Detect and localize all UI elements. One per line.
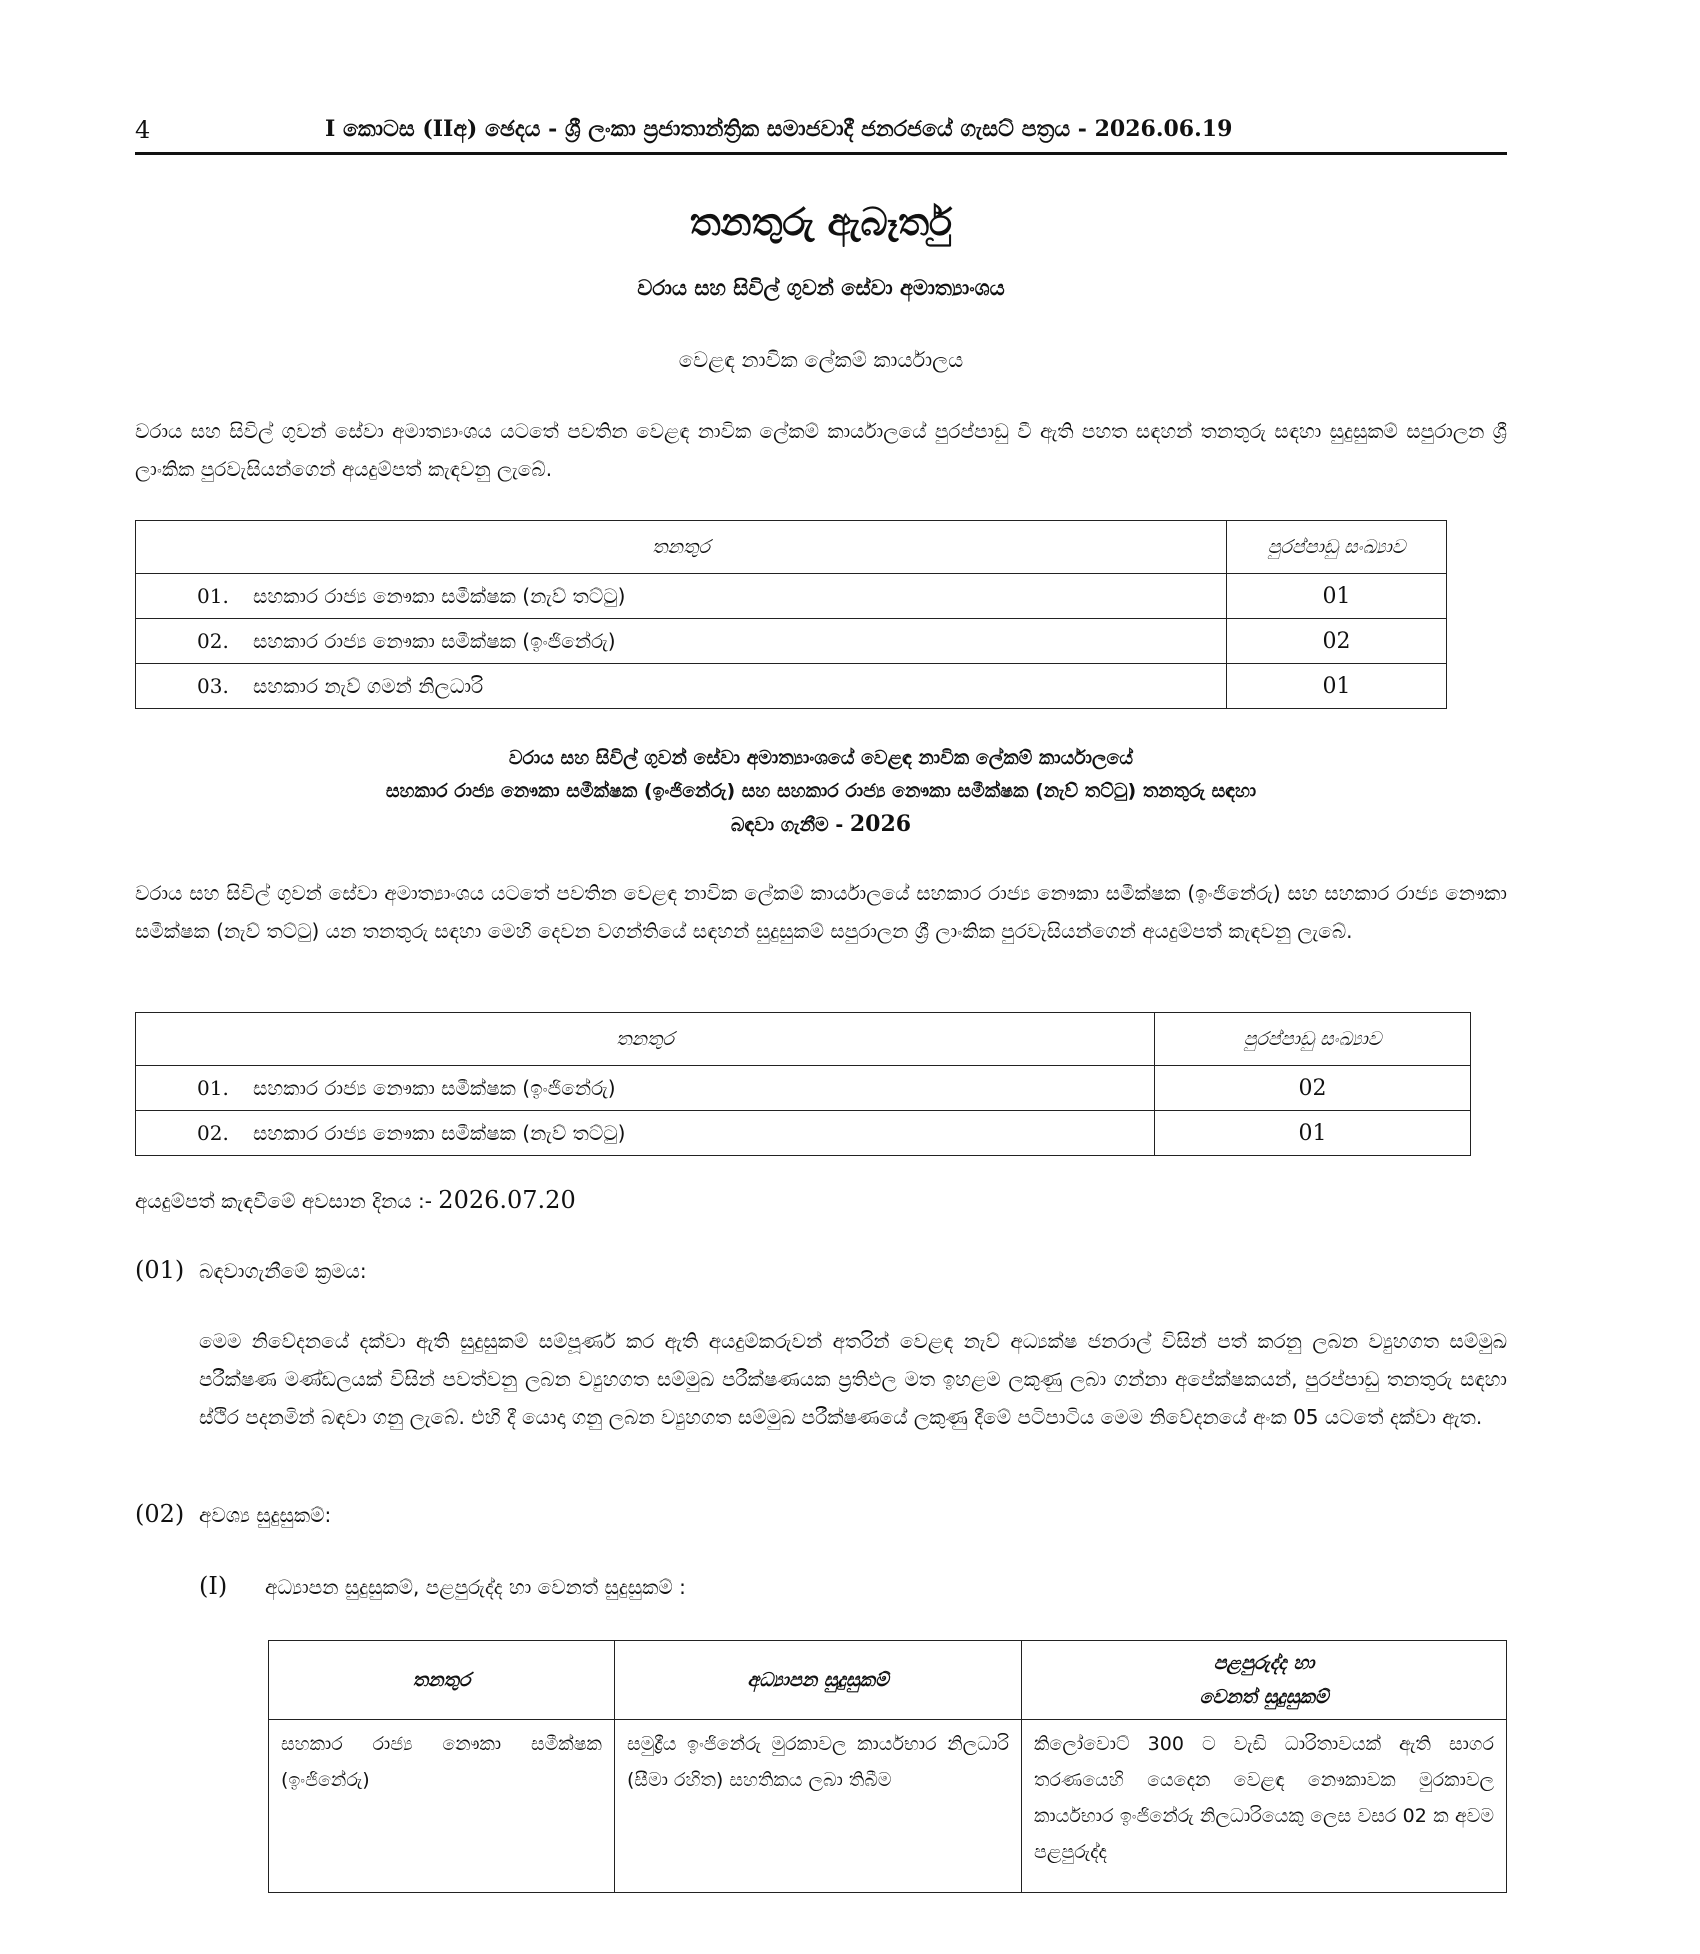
qualifications-table bbox=[268, 1640, 1507, 1893]
qualification-education: සමුද්‍රීය ඉංජිනේරු මුරකාවල කාර්යභාර නිලධාරි (සීමා රහිත) සහතිකය ලබා තිබීම bbox=[615, 1720, 1022, 1893]
section-title: බඳවාගැනීමේ ක්‍රමය: bbox=[199, 1259, 367, 1283]
table-header-vacancies: පුරප්පාඩු සංඛ්‍යාව bbox=[1227, 521, 1447, 574]
header-experience-line-2: වෙනත් සුදුසුකම් bbox=[1199, 1686, 1329, 1708]
table-row bbox=[136, 619, 1447, 664]
header-experience-line-1: පළපුරුද්ද හා bbox=[1213, 1652, 1315, 1674]
subsection-title: අධ්‍යාපන සුදුසුකම්, පළපුරුද්ද හා වෙනත් සුදුසුකම් : bbox=[265, 1575, 686, 1599]
recruitment-subheading bbox=[135, 742, 1507, 842]
section-1-heading bbox=[135, 1256, 367, 1284]
page-number: 4 bbox=[135, 116, 151, 144]
vacancy-count: 02 bbox=[1155, 1066, 1471, 1111]
subheading-year: 2026 bbox=[849, 811, 912, 837]
row-number: 03. bbox=[197, 674, 229, 698]
section-title: අවශ්‍ය සුදුසුකම්: bbox=[199, 1503, 332, 1527]
row-number: 02. bbox=[197, 629, 229, 653]
closing-date-label: අයදුම්පත් කැඳවීමේ අවසාන දිනය :- bbox=[135, 1189, 439, 1213]
subsection-heading bbox=[199, 1572, 686, 1600]
table-header-post: තනතුර bbox=[136, 1013, 1155, 1066]
table-header-vacancies: පුරප්පාඩු සංඛ්‍යාව bbox=[1155, 1013, 1471, 1066]
gazette-header-title: I කොටස (IIඅ) ඡෙදය - ශ්‍රී ලංකා ප්‍රජාතාන්ත්‍රික සමාජවාදී ජනරජයේ ගැසට් පත්‍රය - 2026.06.19 bbox=[325, 116, 1233, 142]
department-name: වෙළඳ නාවික ලේකම් කාර්යාලය bbox=[678, 348, 964, 372]
vacancy-table-1 bbox=[135, 520, 1447, 709]
post-name: සහකාර නැව් ගමන් නිලධාරි bbox=[253, 674, 484, 698]
table-header-post: තනතුර bbox=[269, 1641, 615, 1720]
vacancy-table-2 bbox=[135, 1012, 1471, 1156]
section-2-heading bbox=[135, 1500, 331, 1528]
vacancy-count: 01 bbox=[1227, 664, 1447, 709]
intro-paragraph: වරාය සහ සිවිල් ගුවන් සේවා අමාත්‍යාංශය යටතේ පවතින වෙළඳ නාවික ලේකම් කාර්යාලයේ පුරප්පාඩු වී ඇති පහත සඳහන් තනතුරු සඳහා සුදුසුකම් සපුරාලන ශ්‍රී ලාංකික පුරවැසියන්ගෙන් අයදුම්පත් කැඳවනු ලැබේ. bbox=[135, 419, 1507, 481]
table-header-post: තනතුර bbox=[136, 521, 1227, 574]
qualification-post: සහකාර රාජ්‍ය නෞකා සමීක්ෂක (ඉංජිනේරු) bbox=[269, 1720, 615, 1893]
section-number: (02) bbox=[135, 1500, 185, 1528]
second-paragraph: වරාය සහ සිවිල් ගුවන් සේවා අමාත්‍යාංශය යටතේ පවතින වෙළඳ නාවික ලේකම් කාර්යාලයේ සහකාර රාජ්‍ය නෞකා සමීක්ෂක (ඉංජිනේරු) සහ සහකාර රාජ්‍ය නෞකා සමීක්ෂක (නැව් තට්ටු) යන තනතුරු සඳහා මෙහි දෙවන වගන්තියේ සඳහන් සුදුසුකම් සපුරාලන ශ්‍රී ලාංකික පුරවැසියන්ගෙන් අයදුම්පත් කැඳවනු ලැබේ. bbox=[135, 881, 1507, 943]
row-number: 02. bbox=[197, 1121, 229, 1145]
page-header bbox=[135, 112, 1507, 155]
page-title: තනතුරු ඇබෑර්තු bbox=[689, 200, 953, 244]
row-number: 01. bbox=[197, 1076, 229, 1100]
section-number: (01) bbox=[135, 1256, 185, 1284]
table-row bbox=[136, 1066, 1471, 1111]
post-name: සහකාර රාජ්‍ය නෞකා සමීක්ෂක (ඉංජිනේරු) bbox=[253, 629, 616, 653]
subheading-line-2: සහකාර රාජ්‍ය නෞකා සමීක්ෂක (ඉංජිනේරු) සහ සහකාර රාජ්‍ය නෞකා සමීක්ෂක (නැව් තට්ටු) තනතුරු සඳහා bbox=[385, 780, 1257, 802]
table-row bbox=[269, 1720, 1507, 1893]
section-1-body: මෙම නිවේදනයේ දක්වා ඇති සුදුසුකම් සම්පූර්ණ කර ඇති අයදුම්කරුවන් අතරින් වෙළඳ නැව් අධ්‍යක්ෂ ජනරාල් විසින් පත් කරනු ලබන ව්‍යුහගත සම්මුඛ පරීක්ෂණ මණ්ඩලයක් විසින් පවත්වනු ලබන ව්‍යුහගත සම්මුඛ පරීක්ෂණයක ප්‍රතිඵල මත ඉහළම ලකුණු ලබා ගන්නා අපේක්ෂකයන්, පුරප්පාඩු තනතුරු සඳහා ස්ථිර පදනමින් බඳවා ගනු ලැබේ. එහි දී යොදා ගනු ලබන ව්‍යුහගත සම්මුඛ පරීක්ෂණයේ ලකුණු දීමේ පටිපාටිය මෙම නිවේදනයේ අංක 05 යටතේ දක්වා ඇත. bbox=[199, 1329, 1507, 1429]
subsection-number: (I) bbox=[199, 1572, 228, 1600]
post-name: සහකාර රාජ්‍ය නෞකා සමීක්ෂක (ඉංජිනේරු) bbox=[253, 1076, 616, 1100]
vacancy-count: 02 bbox=[1227, 619, 1447, 664]
subheading-line-1: වරාය සහ සිවිල් ගුවන් සේවා අමාත්‍යාංශයේ වෙළඳ නාවික ලේකම් කාර්යාලයේ bbox=[508, 747, 1134, 769]
post-name: සහකාර රාජ්‍ය නෞකා සමීක්ෂක (නැව් තට්ටු) bbox=[253, 1121, 626, 1145]
closing-date-value: 2026.07.20 bbox=[438, 1186, 576, 1214]
vacancy-count: 01 bbox=[1227, 574, 1447, 619]
table-header-experience bbox=[1022, 1641, 1507, 1720]
row-number: 01. bbox=[197, 584, 229, 608]
table-row bbox=[136, 664, 1447, 709]
post-name: සහකාර රාජ්‍ය නෞකා සමීක්ෂක (නැව් තට්ටු) bbox=[253, 584, 626, 608]
closing-date bbox=[135, 1186, 576, 1214]
subheading-line-3: බඳවා ගැනීම - bbox=[730, 814, 850, 836]
table-row bbox=[136, 1111, 1471, 1156]
ministry-name: වරාය සහ සිවිල් ගුවන් සේවා අමාත්‍යාංශය bbox=[637, 276, 1005, 300]
vacancy-count: 01 bbox=[1155, 1111, 1471, 1156]
qualification-experience: කිලෝවොට් 300 ට වැඩි ධාරිතාවයක් ඇති සාගර තරණයෙහි යෙදෙන වෙළඳ නෞකාවක මුරකාවල කාර්යභාර ඉංජිනේරු නිලධාරියෙකු ලෙස වසර 02 ක අවම පළපුරුද්ද bbox=[1022, 1720, 1507, 1893]
table-header-education: අධ්‍යාපන සුදුසුකම් bbox=[615, 1641, 1022, 1720]
table-row bbox=[136, 574, 1447, 619]
